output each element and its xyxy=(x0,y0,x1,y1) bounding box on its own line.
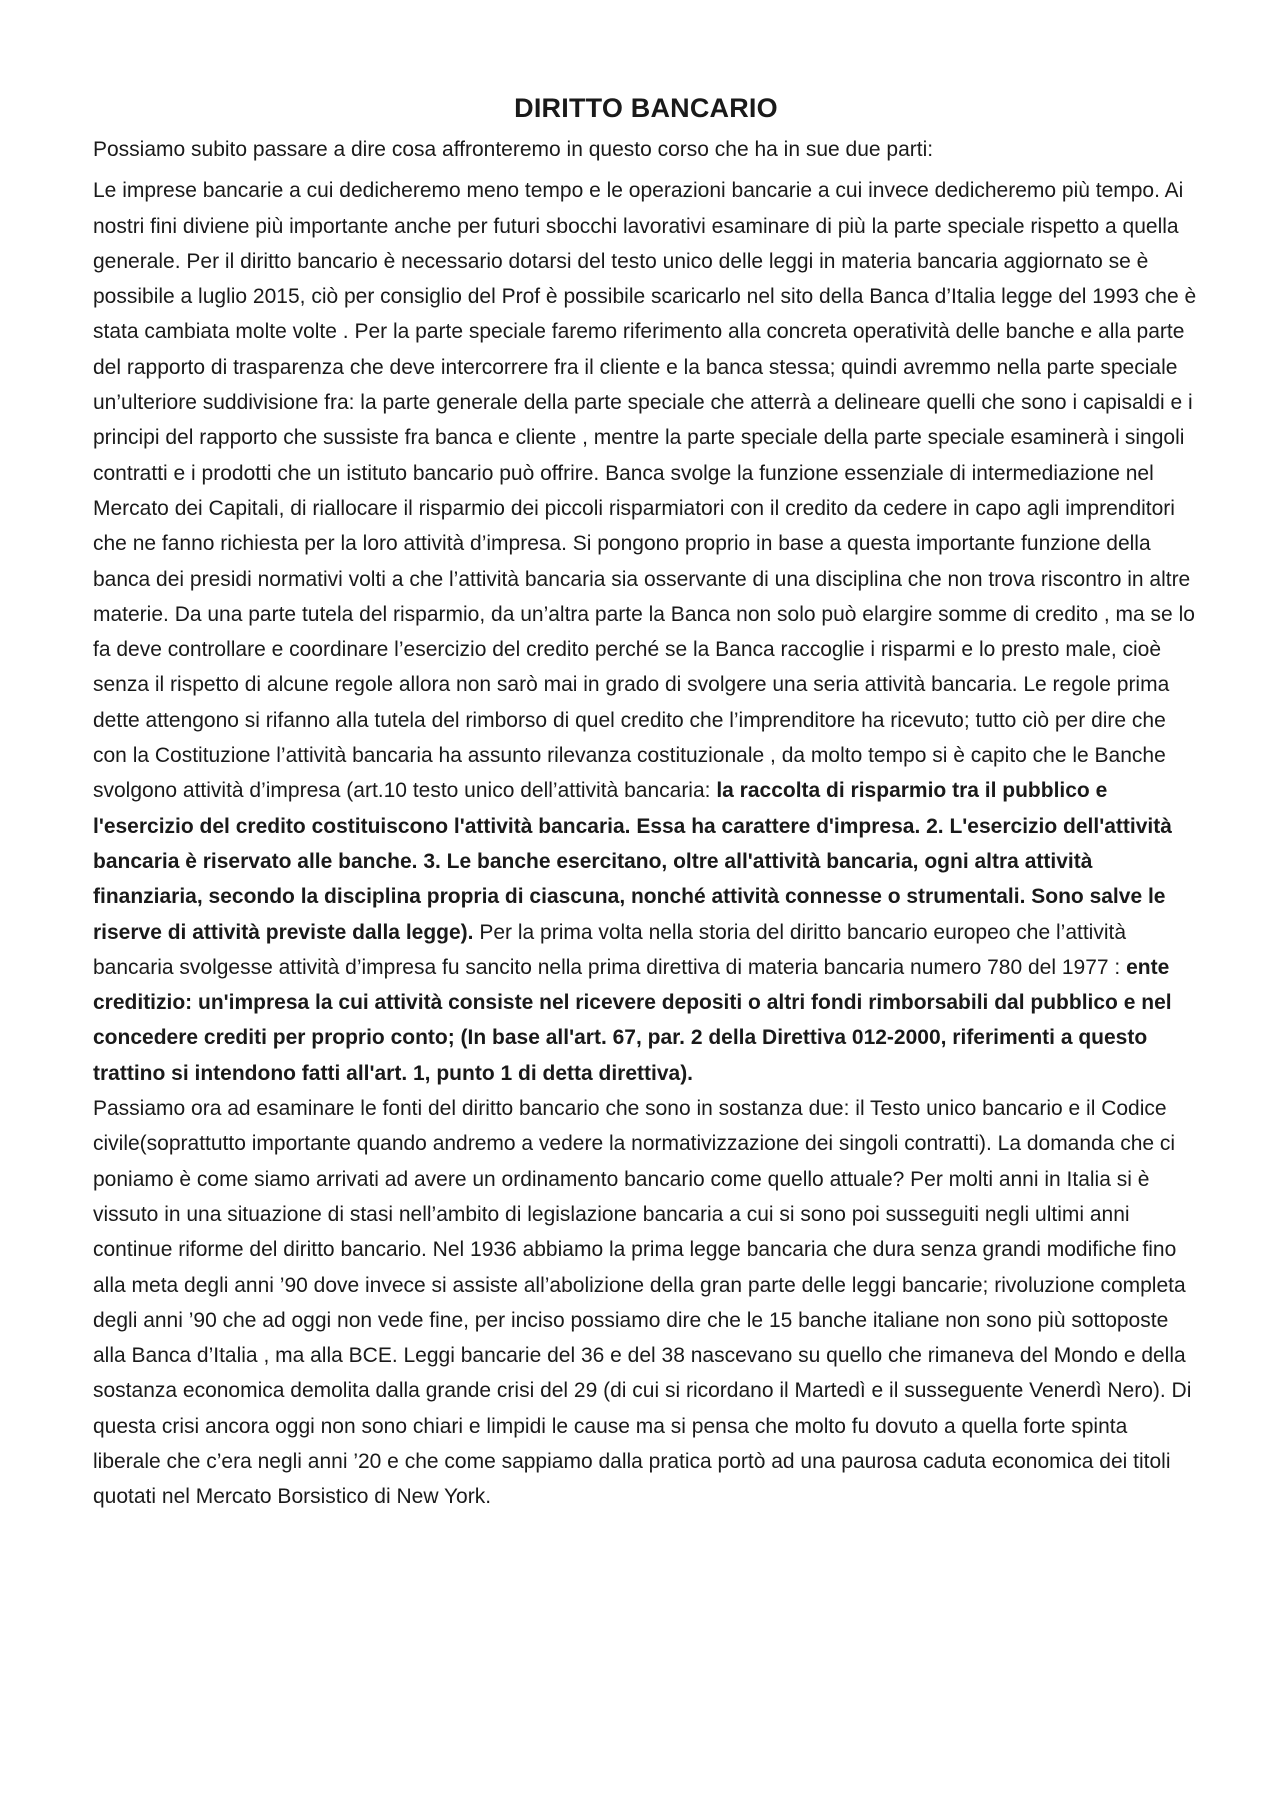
intro-paragraph: Possiamo subito passare a dire cosa affronteremo in questo corso che ha in sue due parti: xyxy=(93,138,934,161)
art10-quote: la raccolta di risparmio tra il pubblico e l'esercizio del credito costituiscono l'attività bancaria. Essa ha carattere d'impresa. 2. L'esercizio dell'attività bancaria è riservato alle banche. 3. Le banche esercitano, oltre all'attività bancaria, ogni altra attività finanziaria, secondo la disciplina propria di ciascuna, nonché attività connesse o strumentali. Sono salve le riserve di attività previste dalla legge). xyxy=(93,779,1172,944)
document-page xyxy=(93,90,1199,1515)
body-paragraph-1 xyxy=(93,173,1199,1091)
body-paragraph-2: Passiamo ora ad esaminare le fonti del diritto bancario che sono in sostanza due: il Testo unico bancario e il Codice civile(soprattutto importante quando andremo a vedere la normativizzazione dei singoli contratti). La domanda che ci poniamo è come siamo arrivati ad avere un ordinamento bancario come quello attuale? Per molti anni in Italia si è vissuto in una situazione di stasi nell’ambito di legislazione bancaria a cui si sono poi susseguiti negli ultimi anni continue riforme del diritto bancario. Nel 1936 abbiamo la prima legge bancaria che dura senza grandi modifiche fino alla meta degli anni ’90 dove invece si assiste all’abolizione della gran parte delle leggi bancarie; rivoluzione completa degli anni ’90 che ad oggi non vede fine, per inciso possiamo dire che le 15 banche italiane non sono più sottoposte alla Banca d’Italia , ma alla BCE. Leggi bancarie del 36 e del 38 nascevano su quello che rimaneva del Mondo e della sostanza economica demolita dalla grande crisi del 29 (di cui si ricordano il Martedì e il susseguente Venerdì Nero). Di questa crisi ancora oggi non sono chiari e limpidi le cause ma si pensa che molto fu dovuto a quella forte spinta liberale che c’era negli anni ’20 e che come sappiamo dalla pratica portò ad una paurosa caduta economica dei titoli quotati nel Mercato Borsistico di New York. xyxy=(93,1097,1192,1509)
directive-definition-quote: ente creditizio: un'impresa la cui attività consiste nel ricevere depositi o altri fondi rimborsabili dal pubblico e nel concedere crediti per proprio conto; (In base all'art. 67, par. 2 della Direttiva 012-2000, riferimenti a questo trattino si intendono fatti all'art. 1, punto 1 di detta direttiva). xyxy=(93,955,1172,1085)
paragraph-1-text-a: Le imprese bancarie a cui dedicheremo meno tempo e le operazioni bancarie a cui invece dedicheremo più tempo. Ai nostri fini diviene più importante anche per futuri sbocchi lavorativi esaminare di più la parte speciale rispetto a quella generale. Per il diritto bancario è necessario dotarsi del testo unico delle leggi in materia bancaria aggiornato se è possibile a luglio 2015, ciò per consiglio del Prof è possibile scaricarlo nel sito della Banca d’Italia legge del 1993 che è stata cambiata molte volte . Per la parte speciale faremo riferimento alla concreta operatività delle banche e alla parte del rapporto di trasparenza che deve intercorrere fra il cliente e la banca stessa; quindi avremmo nella parte speciale un’ulteriore suddivisione fra: la parte generale della parte speciale che atterrà a delineare quelli che sono i capisaldi e i principi del rapporto che sussiste fra banca e cliente , mentre la parte speciale della parte speciale esaminerà i singoli contratti e i prodotti che un istituto bancario può offrire. Banca svolge la funzione essenziale di intermediazione nel Mercato dei Capitali, di riallocare il risparmio dei piccoli risparmiatori con il credito da cedere in capo agli imprenditori che ne fanno richiesta per la loro attività d’impresa. Si pongono proprio in base a questa importante funzione della banca dei presidi normativi volti a che l’attività bancaria sia osservante di una disciplina che non trova riscontro in altre materie. Da una parte tutela del risparmio, da un’altra parte la Banca non solo può elargire somme di credito , ma se lo fa deve controllare e coordinare l’esercizio del credito perché se la Banca raccoglie i risparmi e lo presto male, cioè senza il rispetto di alcune regole allora non sarò mai in grado di svolgere una seria attività bancaria. Le regole prima dette attengono si rifanno alla tutela del rimborso di quel credito che l’imprenditore ha ricevuto; tutto ciò per dire che con la Costituzione l’attività bancaria ha assunto rilevanza costituzionale , da molto tempo si è capito che le Banche svolgono attività d’impresa (art.10 testo unico dell’attività bancaria: xyxy=(93,179,1197,803)
paragraph-1-text-c: Per la prima volta nella storia del diritto bancario europeo che l’attività bancaria svolgesse attività d’impresa fu sancito nella prima direttiva di materia bancaria numero 780 del 1977 : xyxy=(93,920,1127,979)
document-title: DIRITTO BANCARIO xyxy=(514,93,778,123)
